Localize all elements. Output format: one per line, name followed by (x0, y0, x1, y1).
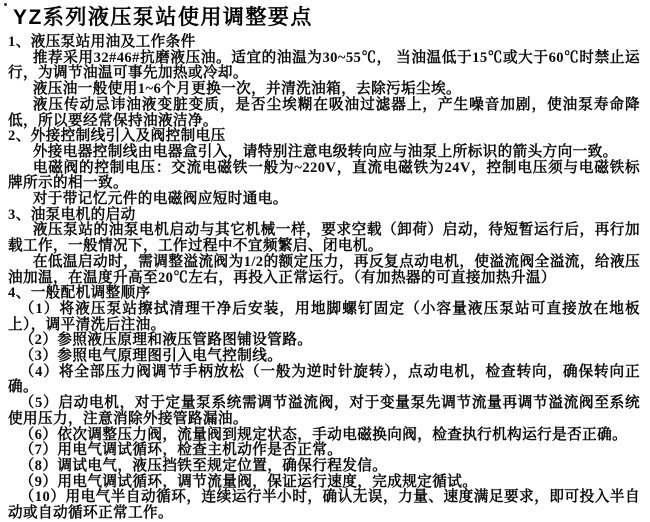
list-item: （3）参照电气原理图引入电气控制线。 (19, 348, 283, 365)
paragraph: 外接电器控制线由电器盒引入，请特别注意电级转向应与油泵上所标识的箭头方向一致。 (32, 143, 618, 160)
list-item: （10）用电气半自动循环，连续运行半小时，确认无误，力量、速度满足要求，即可投入半自动或自动循环正常工作。 (8, 489, 640, 522)
list-item: （2）参照液压原理和液压管路图铺设管路。 (19, 332, 313, 349)
paragraph: 对于带记忆元件的电磁阀应短时通电。 (32, 191, 288, 208)
list-item: （6）依次调整压力阀，流量阀到规定状态，手动电磁换向阀，检查执行机构运行是否正确。 (19, 426, 628, 443)
list-item: （1）将液压泵站擦拭清理干净后安装，用地脚螺钉固定（小容量液压泵站可直接放在地板上），调平清洗后注油。 (8, 300, 640, 333)
paragraph: 液压泵站的油泵电机启动与其它机械一样，要求空载（卸荷）启动，待短暂运行后，再行加载工作，一般情况下，工作过程中不宜频繁启、闭电机。 (8, 222, 640, 255)
document-body (8, 35, 640, 522)
list-item: （8）调试电气，液压挡铁至规定位置，确保行程发信。 (19, 457, 388, 474)
list-item: （7）用电气调试循环，检查主机动作是否正常。 (19, 442, 343, 459)
paragraph: 液压油一般使用1~6个月更换一次，并清洗油箱，去除污垢尘埃。 (32, 81, 462, 98)
list-item: （5）启动电机，对于定量泵系统需调节溢流阀，对于变量泵先调节流量再调节溢流阀至系统使用压力，注意消除外接管路漏油。 (8, 395, 640, 427)
paragraph: 液压传动忌讳油液变脏变质，是否尘埃糊在吸油过滤器上，产生噪音加剧，使油泵寿命降低，所以要经常保持油液洁净。 (8, 96, 640, 129)
paragraph: 推荐采用32#46#抗磨液压油。适宜的油温为30~55℃， 当油温低于15℃或大于60℃时禁止运行，为调节油温可事先加热或冷却。 (8, 49, 640, 82)
list-item: （9）用电气调试循环，调节流量阀，保证运行速度，完成规定循试。 (19, 473, 478, 490)
scan-artifact-dot (4, 3, 7, 6)
paragraph: 电磁阀的控制电压：交流电磁铁一般为~220V，直流电磁铁为24V，控制电压须与电磁铁标牌所示的相一致。 (8, 159, 640, 192)
section-heading: 2、外接控制线引入及阀控制电压 (8, 128, 226, 145)
document-title: YZ系列液压泵站使用调整要点 (13, 6, 313, 29)
paragraph: 在低温启动时，需调整溢流阀为1/2的额定压力，再反复点动电机，使溢流阀全溢流，给液压油加温，在温度升高至20℃左右，再投入正常运行。（有加热器的可直接加热升温） (8, 253, 640, 286)
section-heading: 1、液压泵站用油及工作条件 (8, 34, 196, 50)
section-heading: 4、一般配机调整顺序 (8, 285, 151, 302)
section-heading: 3、油泵电机的启动 (8, 206, 136, 223)
list-item: （4）将全部压力阀调节手柄放松（一般为逆时针旋转），点动电机，检查转向，确保转向正确。 (8, 363, 640, 396)
